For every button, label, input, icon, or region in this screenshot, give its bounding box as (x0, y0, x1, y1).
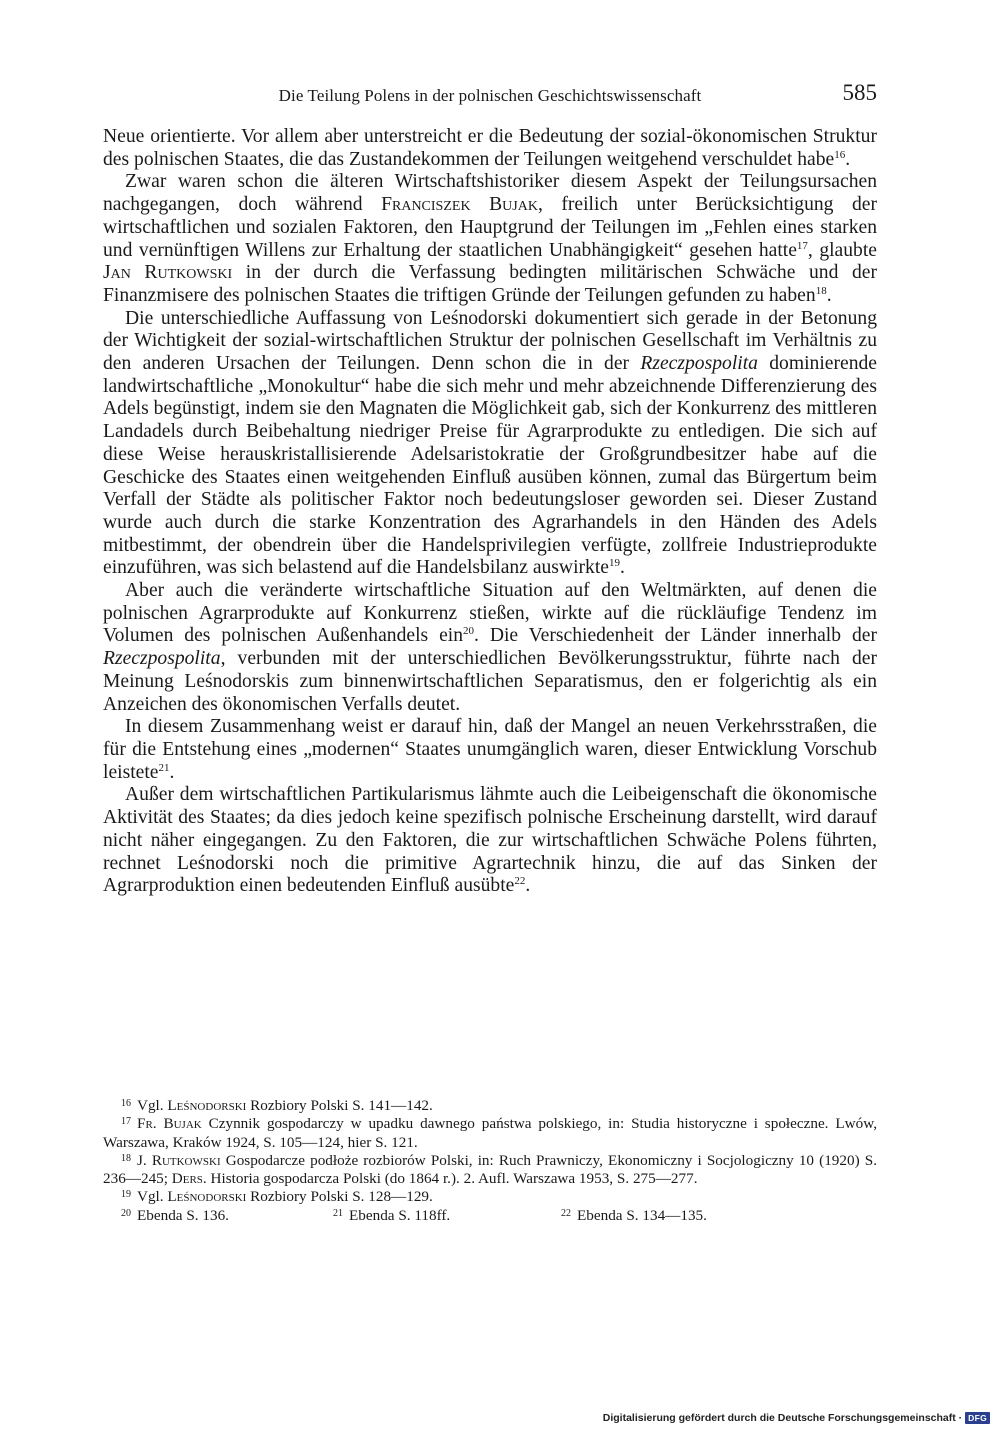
footnote-ref-20[interactable]: 20 (463, 625, 475, 638)
text-span: dominierende landwirtschaftliche „Monokultur“ habe die sich mehr und mehr abzeichnende Differenzierung des Adels begünstigt, indem sie den Magnaten die Möglichkeit gab, sich der Konkurrenz des mittleren Landadels durch Beibehaltung niedriger Preise für Agrarprodukte zu entledigen. Die sich auf diese Weise herauskristallisierende Adelsaristokratie der Großgrundbesitzer habe auf die Geschicke des Staates einen weitgehenden Einfluß ausüben können, zumal das Bürgertum beim Verfall der Städte als politischer Faktor noch bedeutungsloser geworden sei. Dieser Zustand wurde auch durch die starke Konzentration des Agrarhandels in den Händen des Adels mitbestimmt, der obendrein über die Handelsprivilegien verfügte, zollfreie Industrieprodukte einzuführen, was sich belastend auf die Handelsbilanz auswirkte (103, 353, 877, 579)
italic-term: Rzeczpospolita (640, 353, 758, 375)
text-span: Vgl. (137, 1188, 168, 1206)
author-name: Ders. (171, 1170, 207, 1188)
footnote-16 (103, 1097, 877, 1115)
text-span: . (169, 761, 175, 783)
text-span: . (826, 284, 832, 306)
footnote-row-20-22 (103, 1207, 877, 1225)
text-span: Czynnik gospodarczy w upadku dawnego państwa polskiego, in: Studia historyczne i społeczne. Lwów, Warszawa, Kraków 1924, S. 105—124, hier S. 121. (103, 1115, 877, 1151)
footnote-ref-16[interactable]: 16 (834, 148, 846, 161)
footnote-ref-21[interactable]: 21 (158, 761, 170, 774)
footnote-ref-18[interactable]: 18 (815, 284, 827, 297)
footnote-number: 21 (333, 1207, 343, 1219)
text-span: Neue orientierte. Vor allem aber unterstreicht er die Bedeutung der sozial-ökonomischen Struktur des polnischen Staates, die das Zustandekommen der Teilungen weitgehend verschuldet habe (103, 126, 877, 170)
page-number: 585 (842, 80, 877, 105)
text-span: In diesem Zusammenhang weist er darauf hin, daß der Mangel an neuen Verkehrsstraßen, die für die Entstehung eines „modernen“ Staates unumgänglich waren, dieser Entwicklung Vorschub leistete (103, 716, 877, 783)
text-span: Zwar waren schon die älteren Wirtschaftshistoriker diesem Aspekt der Teilungsursachen nachgegangen, doch während (103, 171, 877, 216)
footnote-number: 22 (561, 1207, 571, 1219)
footnote-19 (103, 1188, 877, 1206)
text-span: , glaubte (807, 239, 877, 261)
main-text (103, 126, 877, 898)
footnote-18 (103, 1152, 877, 1189)
digitization-footer (603, 1412, 990, 1424)
paragraph-6 (103, 784, 877, 898)
paragraph-3 (103, 308, 877, 580)
footnote-number: 17 (121, 1116, 131, 1128)
author-name: Leśnodorski (167, 1188, 247, 1206)
text-span: Außer dem wirtschaftlichen Partikularismus lähmte auch die Leibeigenschaft die ökonomische Aktivität des Staates; da dies jedoch keine spezifisch polnische Erscheinung darstellt, wird darauf nicht näher eingegangen. Zu den Faktoren, die zur wirtschaftlichen Schwäche Polens führten, rechnet Leśnodorski noch die primitive Agrartechnik hinzu, die auf das Sinken der Agrarproduktion einen bedeutenden Einfluß ausübte (103, 784, 877, 897)
footnote-20 (121, 1207, 333, 1225)
author-name-bujak: Franciszek Bujak (381, 194, 538, 216)
footnote-ref-17[interactable]: 17 (796, 239, 808, 252)
footnotes (103, 1097, 877, 1225)
text-span: Rozbiory Polski S. 141—142. (246, 1097, 433, 1114)
text-span: Ebenda S. 118ff. (349, 1206, 451, 1224)
text-span: . (620, 557, 625, 579)
dfg-logo: DFG (965, 1412, 990, 1424)
footnote-22 (561, 1207, 707, 1225)
footnote-number: 16 (121, 1098, 131, 1109)
text-span: , verbunden mit der unterschiedlichen Bevölkerungsstruktur, führte nach der Meinung Leśnodorskis zum binnenwirtschaftlichen Separatismus, den er folgerichtig als ein Anzeichen des ökonomischen Verfalls deutet. (103, 648, 877, 715)
footnote-21 (333, 1207, 561, 1225)
footnote-ref-22[interactable]: 22 (514, 875, 526, 888)
text-span: . (525, 875, 531, 897)
paragraph-1 (103, 126, 877, 171)
author-name: J. Rutkowski (137, 1151, 221, 1169)
text-span: Vgl. (137, 1097, 168, 1114)
footnote-number: 18 (121, 1152, 131, 1164)
paragraph-2 (103, 171, 877, 307)
text-span: . (845, 148, 851, 170)
text-span: Ebenda S. 134—135. (577, 1206, 707, 1224)
page-header (103, 80, 877, 114)
footnote-number: 20 (121, 1207, 131, 1219)
author-name-rutkowski: Jan Rutkowski (103, 262, 233, 284)
paragraph-4 (103, 580, 877, 716)
footnote-number: 19 (121, 1189, 131, 1201)
author-name: Fr. Bujak (137, 1115, 202, 1133)
funding-notice: Digitalisierung gefördert durch die Deutsche Forschungsgemeinschaft · (602, 1412, 963, 1424)
text-span: , freilich unter Berücksichtigung der wirtschaftlichen und sozialen Faktoren, den Hauptgrund der Teilungen im „Fehlen eines starken und vernünftigen Willens zur Erhaltung der staatlichen Unabhängigkeit“ gesehen hatte (103, 194, 878, 261)
text-span: Aber auch die veränderte wirtschaftliche Situation auf den Weltmärkten, auf denen die polnischen Agrarprodukte auf Konkurrenz stießen, wirkte auf die rückläufige Tendenz im Volumen des polnischen Außenhandels ein (103, 580, 877, 647)
footnote-ref-19[interactable]: 19 (609, 557, 620, 570)
author-name: Leśnodorski (167, 1097, 247, 1114)
text-span: Rozbiory Polski S. 128—129. (246, 1188, 433, 1206)
footnote-17 (103, 1115, 877, 1152)
text-span: Gospodarcze podłoże rozbiorów Polski, in: Ruch Prawniczy, Ekonomiczny i Socjologiczny 10 (1920) S. 236—245; (103, 1151, 877, 1188)
text-span: . Die Verschiedenheit der Länder innerhalb der (474, 625, 877, 647)
running-title: Die Teilung Polens in der polnischen Geschichtswissenschaft (278, 86, 702, 105)
text-span: Historia gospodarcza Polski (do 1864 r.). 2. Aufl. Warszawa 1953, S. 275—277. (206, 1170, 698, 1188)
text-span: Die unterschiedliche Auffassung von Leśnodorski dokumentiert sich gerade in der Betonung der Wichtigkeit der sozial-wirtschaftlichen Struktur der polnischen Gesellschaft im Verhältnis zu den anderen Ursachen der Teilungen. Denn schon die in der (103, 307, 877, 375)
paragraph-5 (103, 716, 877, 784)
text-span: in der durch die Verfassung bedingten militärischen Schwäche und der Finanzmisere des polnischen Staates die triftigen Gründe der Teilungen gefunden zu haben (103, 262, 877, 306)
italic-term: Rzeczpospolita (103, 648, 221, 670)
text-span: Ebenda S. 136. (137, 1206, 229, 1224)
